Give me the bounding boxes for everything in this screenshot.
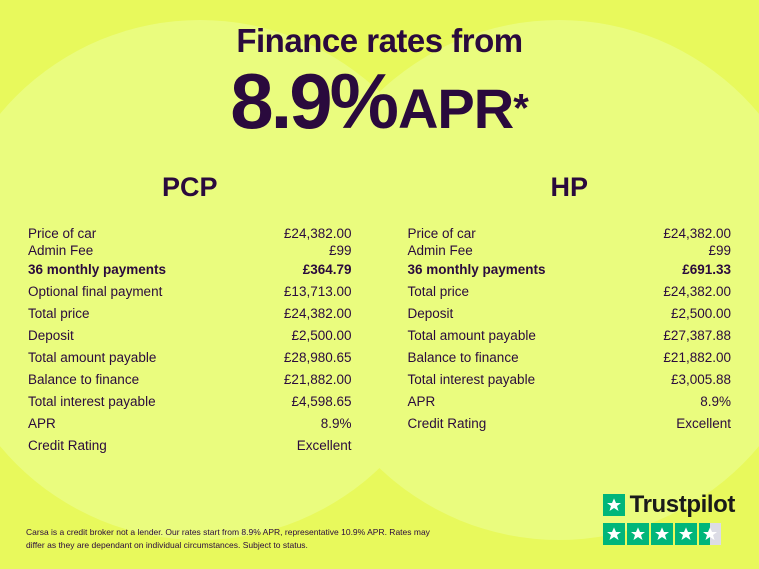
table-row <box>408 303 732 325</box>
table-row-monthly-payments <box>28 259 352 281</box>
row-value: Excellent <box>296 438 352 454</box>
row-value: £27,387.88 <box>663 328 731 344</box>
row-value: 8.9% <box>320 416 352 432</box>
star-icon-3 <box>651 523 673 545</box>
row-label: Deposit <box>407 306 454 322</box>
row-label: Total interest payable <box>407 372 536 388</box>
row-value: £364.79 <box>302 262 352 278</box>
table-row <box>408 281 732 303</box>
row-value: £24,382.00 <box>663 225 731 241</box>
trustpilot-rating <box>603 491 735 545</box>
table-row <box>28 281 352 303</box>
star-icon-2 <box>627 523 649 545</box>
table-row <box>28 435 352 457</box>
row-value: £24,382.00 <box>663 284 731 300</box>
finance-column-pcp <box>0 172 380 457</box>
row-label: Admin Fee <box>28 242 94 258</box>
row-label: APR <box>28 416 56 432</box>
row-value: £691.33 <box>682 262 731 278</box>
row-label: Admin Fee <box>407 242 473 258</box>
row-value: £28,980.65 <box>283 350 352 366</box>
table-row <box>408 242 732 259</box>
finance-column-hp <box>380 172 759 457</box>
star-icon-4 <box>675 523 697 545</box>
finance-comparison-columns <box>0 172 759 457</box>
table-row <box>408 347 732 369</box>
disclaimer-text: Carsa is a credit broker not a lender. Our rates start from 8.9% APR, representative 10.9% APR. Rates may differ as they are dependant on individual circumstances. Subject to status. <box>26 527 430 550</box>
trustpilot-wordmark: Trustpilot <box>629 491 735 518</box>
row-label: Credit Rating <box>28 438 107 454</box>
table-row <box>28 369 352 391</box>
table-row <box>28 347 352 369</box>
trustpilot-star-rating <box>603 523 735 545</box>
row-value: £99 <box>328 242 352 258</box>
table-row <box>28 413 352 435</box>
row-value: £3,005.88 <box>670 372 731 388</box>
star-icon-1 <box>603 523 625 545</box>
row-label: Optional final payment <box>28 284 163 300</box>
row-value: £24,382.00 <box>283 225 352 241</box>
trustpilot-logo <box>603 491 735 519</box>
row-label: Credit Rating <box>407 416 487 432</box>
row-value: £2,500.00 <box>670 306 731 322</box>
table-row <box>28 391 352 413</box>
row-value: £99 <box>708 242 731 258</box>
row-value: Excellent <box>676 416 731 432</box>
table-row <box>28 225 352 242</box>
row-value: £24,382.00 <box>283 306 352 322</box>
table-row <box>408 325 732 347</box>
row-label: Price of car <box>28 225 97 241</box>
row-label: 36 monthly payments <box>407 262 546 278</box>
row-label: Deposit <box>28 328 74 344</box>
column-title-pcp: PCP <box>161 171 218 202</box>
table-row <box>408 225 732 242</box>
row-label: Price of car <box>407 225 476 241</box>
page-title: Finance rates from <box>236 22 523 59</box>
table-row <box>28 242 352 259</box>
table-row <box>408 391 732 413</box>
column-title-hp: HP <box>550 171 588 202</box>
table-row <box>408 369 732 391</box>
row-label: 36 monthly payments <box>28 262 167 278</box>
rate-apr-label: APR <box>397 77 514 140</box>
table-row <box>408 413 732 435</box>
table-row <box>28 325 352 347</box>
trustpilot-star-icon <box>603 494 625 516</box>
table-row-monthly-payments <box>408 259 732 281</box>
row-label: Total price <box>407 284 470 300</box>
row-value: £13,713.00 <box>283 284 352 300</box>
row-value: £21,882.00 <box>663 350 731 366</box>
row-label: Total price <box>28 306 90 322</box>
row-value: £4,598.65 <box>291 394 352 410</box>
row-value: £2,500.00 <box>291 328 352 344</box>
row-label: APR <box>407 394 436 410</box>
rate-number: 8.9% <box>230 57 396 145</box>
row-label: Balance to finance <box>407 350 519 366</box>
row-label: Total amount payable <box>28 350 157 366</box>
row-label: Total amount payable <box>407 328 536 344</box>
table-row <box>28 303 352 325</box>
row-label: Balance to finance <box>28 372 140 388</box>
row-value: 8.9% <box>700 394 731 410</box>
row-label: Total interest payable <box>28 394 156 410</box>
asterisk-marker: * <box>513 86 529 131</box>
row-value: £21,882.00 <box>283 372 352 388</box>
headline-rate <box>0 57 759 145</box>
star-icon-5-half <box>699 523 721 545</box>
